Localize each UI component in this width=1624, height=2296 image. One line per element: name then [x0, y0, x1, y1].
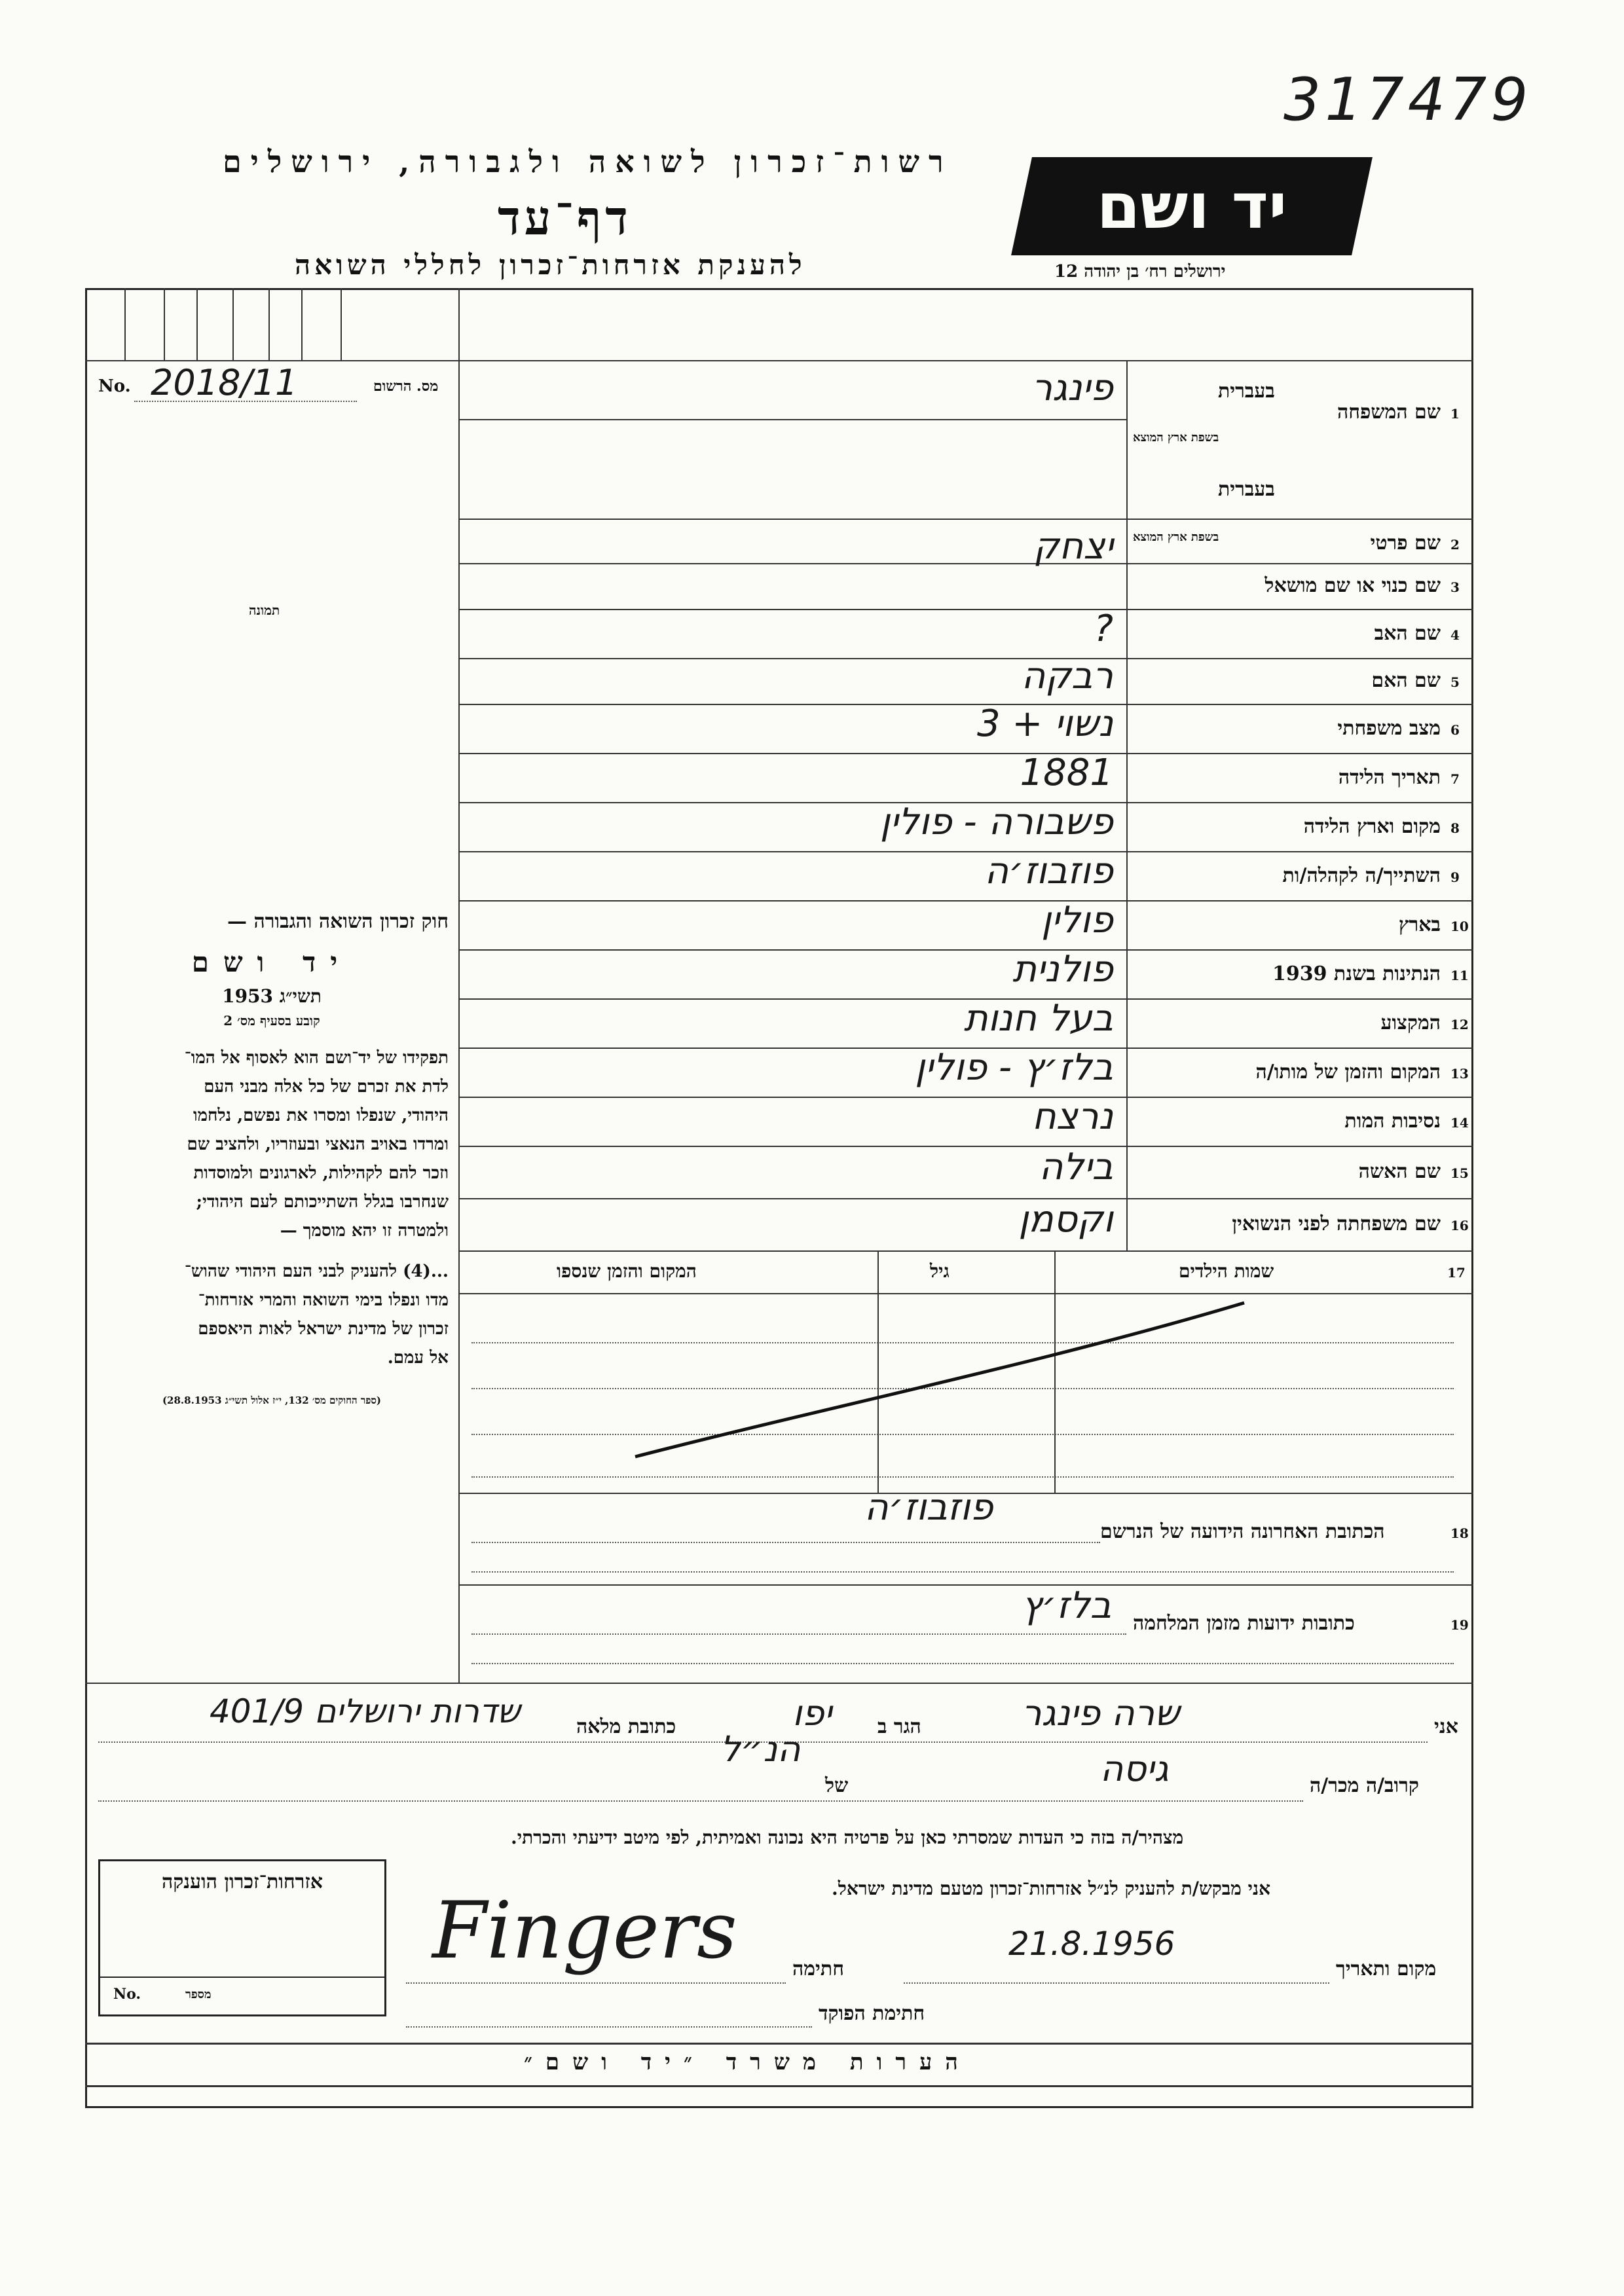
decl-residing-label: הגר ב — [877, 1715, 921, 1738]
field-10-number: 10 — [1450, 918, 1469, 934]
registration-label: מס. הרשום — [373, 378, 439, 395]
field-2-number: 2 — [1450, 537, 1460, 553]
address-18-number: 18 — [1450, 1525, 1469, 1541]
field-1-number: 1 — [1450, 406, 1460, 422]
decl-city: יפו — [792, 1692, 832, 1734]
children-strikethrough — [629, 1296, 1257, 1467]
citizenship-title: אזרחות־זכרון הוענקה — [161, 1870, 323, 1893]
registration-number — [98, 362, 452, 403]
field-12-value: בעל חנות — [963, 996, 1113, 1040]
decl-name: שרה פינגר — [1022, 1692, 1180, 1734]
field-4-number: 4 — [1450, 627, 1460, 643]
place-date-value: 21.8.1956 — [1008, 1925, 1175, 1963]
law-body-line: היהודי, שנפלו ומסרו את נפשם, נלחמו — [193, 1106, 449, 1125]
address-19-value: בלז׳ץ — [1022, 1584, 1112, 1627]
law-body-line: ולמטרה זו יהא מוסמך — — [280, 1221, 449, 1241]
decl-full-address-label: כתובת מלאה — [576, 1715, 676, 1738]
address-18-label: הכתובת האחרונה הידועה של הנרשם — [1100, 1520, 1385, 1543]
field-12-label: המקצוע — [1380, 1011, 1441, 1034]
field-8-label: מקום וארץ הלידה — [1303, 814, 1441, 838]
field-13-label: המקום והזמן של מותו/ה — [1255, 1060, 1441, 1084]
field-11-number: 11 — [1450, 967, 1469, 983]
field-12-number: 12 — [1450, 1016, 1469, 1032]
law-footnote: (ספר החוקים מס׳ 132, י״ז אלול תשי״ג 28.8.1953) — [162, 1394, 382, 1406]
field-8-number: 8 — [1450, 820, 1460, 836]
decl-statement: מצהיר/ה בזה כי העדות שמסרתי כאן על פרטיה היא נכונה ואמיתית, לפי מיטב ידיעתי והכרתי. — [511, 1827, 1184, 1848]
field-16-label: שם משפחתה לפני הנשואין — [1232, 1212, 1441, 1235]
law-sidebar — [95, 910, 449, 1407]
field-9-number: 9 — [1450, 869, 1460, 885]
field-15-value: בילה — [1039, 1146, 1113, 1188]
law-name: יד ושם — [191, 946, 352, 978]
hebrew-label-1: בעברית — [1218, 380, 1275, 403]
decl-full-address: שדרות ירושלים 401/9 — [210, 1692, 521, 1730]
field-9-value: פוזבוז׳ה — [984, 849, 1113, 892]
decl-relation: גיסה — [1100, 1748, 1169, 1789]
law-body-line: שנחרבו בגלל השתייכותם לעם היהודי; — [196, 1192, 449, 1212]
decl-of-name: הנ״ל — [720, 1728, 801, 1770]
field-3-label: שם כנוי או שם מושאל — [1264, 574, 1441, 597]
law-body-line: לדת את זכרם של כל אלה מבני העם — [204, 1077, 449, 1097]
address-19-number: 19 — [1450, 1617, 1469, 1633]
children-header-place: המקום והזמן שנספו — [557, 1260, 697, 1282]
law-body-line: תפקידו של יד־ושם הוא לאסוף אל המו־ — [184, 1048, 449, 1068]
citizenship-number-label: מספר — [185, 1988, 212, 2001]
field-9-label: השתייך/ה לקהלה/ות — [1282, 864, 1441, 887]
field-14-number: 14 — [1450, 1114, 1469, 1131]
law-clause: קובע בסעיף מס׳ 2 — [223, 1013, 320, 1029]
native-label-2: בשפת ארץ המוצא — [1133, 530, 1219, 544]
photo-label: תמונה — [249, 602, 280, 618]
law-year: תשי״ג 1953 — [222, 985, 322, 1007]
field-1-value: פינגר — [1031, 367, 1113, 409]
decl-request: אני מבקש/ת להעניק לנ״ל אזרחות־זכרון מטעם מדינת ישראל. — [832, 1878, 1271, 1899]
field-15-number: 15 — [1450, 1165, 1469, 1181]
hebrew-label-2: בעברית — [1218, 478, 1275, 501]
field-3-number: 3 — [1450, 579, 1460, 595]
field-10-label: בארץ — [1398, 913, 1441, 936]
field-4-label: שם האב — [1374, 621, 1441, 645]
law-body-line: מדו ונפלו בימי השואה והמרי אזרחות־ — [198, 1290, 449, 1310]
field-5-number: 5 — [1450, 674, 1460, 690]
native-label-1: בשפת ארץ המוצא — [1133, 431, 1219, 445]
signature-label: חתימה — [792, 1958, 844, 1980]
law-title: חוק זכרון השואה והגבורה — — [227, 910, 449, 933]
law-body-line: ומרדו באויב הנאצי ובעוזריו, ולהציב שם — [187, 1135, 449, 1154]
field-6-value: נשוי + 3 — [976, 702, 1113, 745]
field-14-value: נרצח — [1032, 1095, 1113, 1138]
address-19-label: כתובות ידועות מזמן המלחמה — [1133, 1612, 1355, 1635]
authority-line: רשות־זכרון לשואה ולגבורה, ירושלים — [223, 144, 953, 179]
field-2-label: שם פרטי — [1370, 532, 1441, 555]
officer-label: חתימת הפוקד — [819, 2002, 925, 2025]
children-header-age: גיל — [930, 1260, 950, 1282]
archive-number: 317479 — [1283, 65, 1532, 134]
logo-address: ירושלים רח׳ בן יהודה 12 — [1054, 262, 1226, 282]
law-body-line: וזכר להם לקהילות, לארגונים ולמוסדות — [193, 1163, 449, 1183]
field-2-value: יצחק — [1033, 525, 1113, 568]
field-6-label: מצב משפחתי — [1337, 716, 1441, 740]
yad-vashem-logo — [1011, 157, 1373, 255]
field-10-value: פולין — [1041, 898, 1113, 941]
citizenship-no: No. — [113, 1986, 141, 2003]
field-11-label: הנתינות בשנת 1939 — [1272, 962, 1441, 985]
signature-value: Fingers — [432, 1886, 737, 1977]
decl-i-label: אני — [1434, 1715, 1458, 1738]
field-1-label: שם המשפחה — [1337, 401, 1441, 424]
logo-text: יד ושם — [1096, 170, 1287, 243]
decl-relative-label: קרוב/ה מכר/ה — [1310, 1774, 1419, 1797]
field-7-value: 1881 — [1020, 751, 1113, 794]
law-body — [95, 1044, 449, 1372]
field-5-value: רבקה — [1021, 655, 1113, 697]
office-notes: הערות משרד ״יד ושם״ — [524, 2049, 971, 2075]
place-date-label: מקום ותאריך — [1336, 1958, 1437, 1980]
field-16-value: וקסמן — [1018, 1198, 1113, 1241]
registration-prefix: No. — [98, 376, 131, 396]
law-body-line: זכרון של מדינת ישראל לאות היאספם — [198, 1319, 449, 1339]
registration-value: 2018/11 — [151, 362, 298, 403]
field-14-label: נסיבות המות — [1344, 1109, 1441, 1133]
field-15-label: שם האשה — [1358, 1160, 1441, 1183]
field-8-value: פשבורה - פולין — [879, 800, 1113, 843]
law-body-line: ...(4) להעניק לבני העם היהודי שהוש־ — [184, 1262, 449, 1281]
field-13-number: 13 — [1450, 1065, 1469, 1082]
children-header-names: שמות הילדים — [1179, 1260, 1274, 1282]
form-title: דף־עד — [498, 190, 632, 246]
law-body-line: אל עמם. — [387, 1348, 449, 1368]
decl-of-label: של — [825, 1774, 849, 1797]
form-subtitle: להענקת אזרחות־זכרון לחללי השואה — [295, 249, 806, 281]
field-5-label: שם האם — [1371, 669, 1441, 692]
field-4-value: ? — [1094, 607, 1113, 650]
field-7-number: 7 — [1450, 771, 1460, 787]
field-13-value: בלז׳ץ - פולין — [915, 1046, 1113, 1089]
field-7-label: תאריך הלידה — [1338, 765, 1441, 789]
field-16-number: 16 — [1450, 1218, 1469, 1233]
children-number: 17 — [1447, 1265, 1466, 1281]
address-18-value: פוזבוז׳ה — [864, 1486, 993, 1529]
field-6-number: 6 — [1450, 721, 1460, 738]
citizenship-box — [98, 1859, 386, 2016]
field-11-value: פולנית — [1012, 947, 1113, 991]
